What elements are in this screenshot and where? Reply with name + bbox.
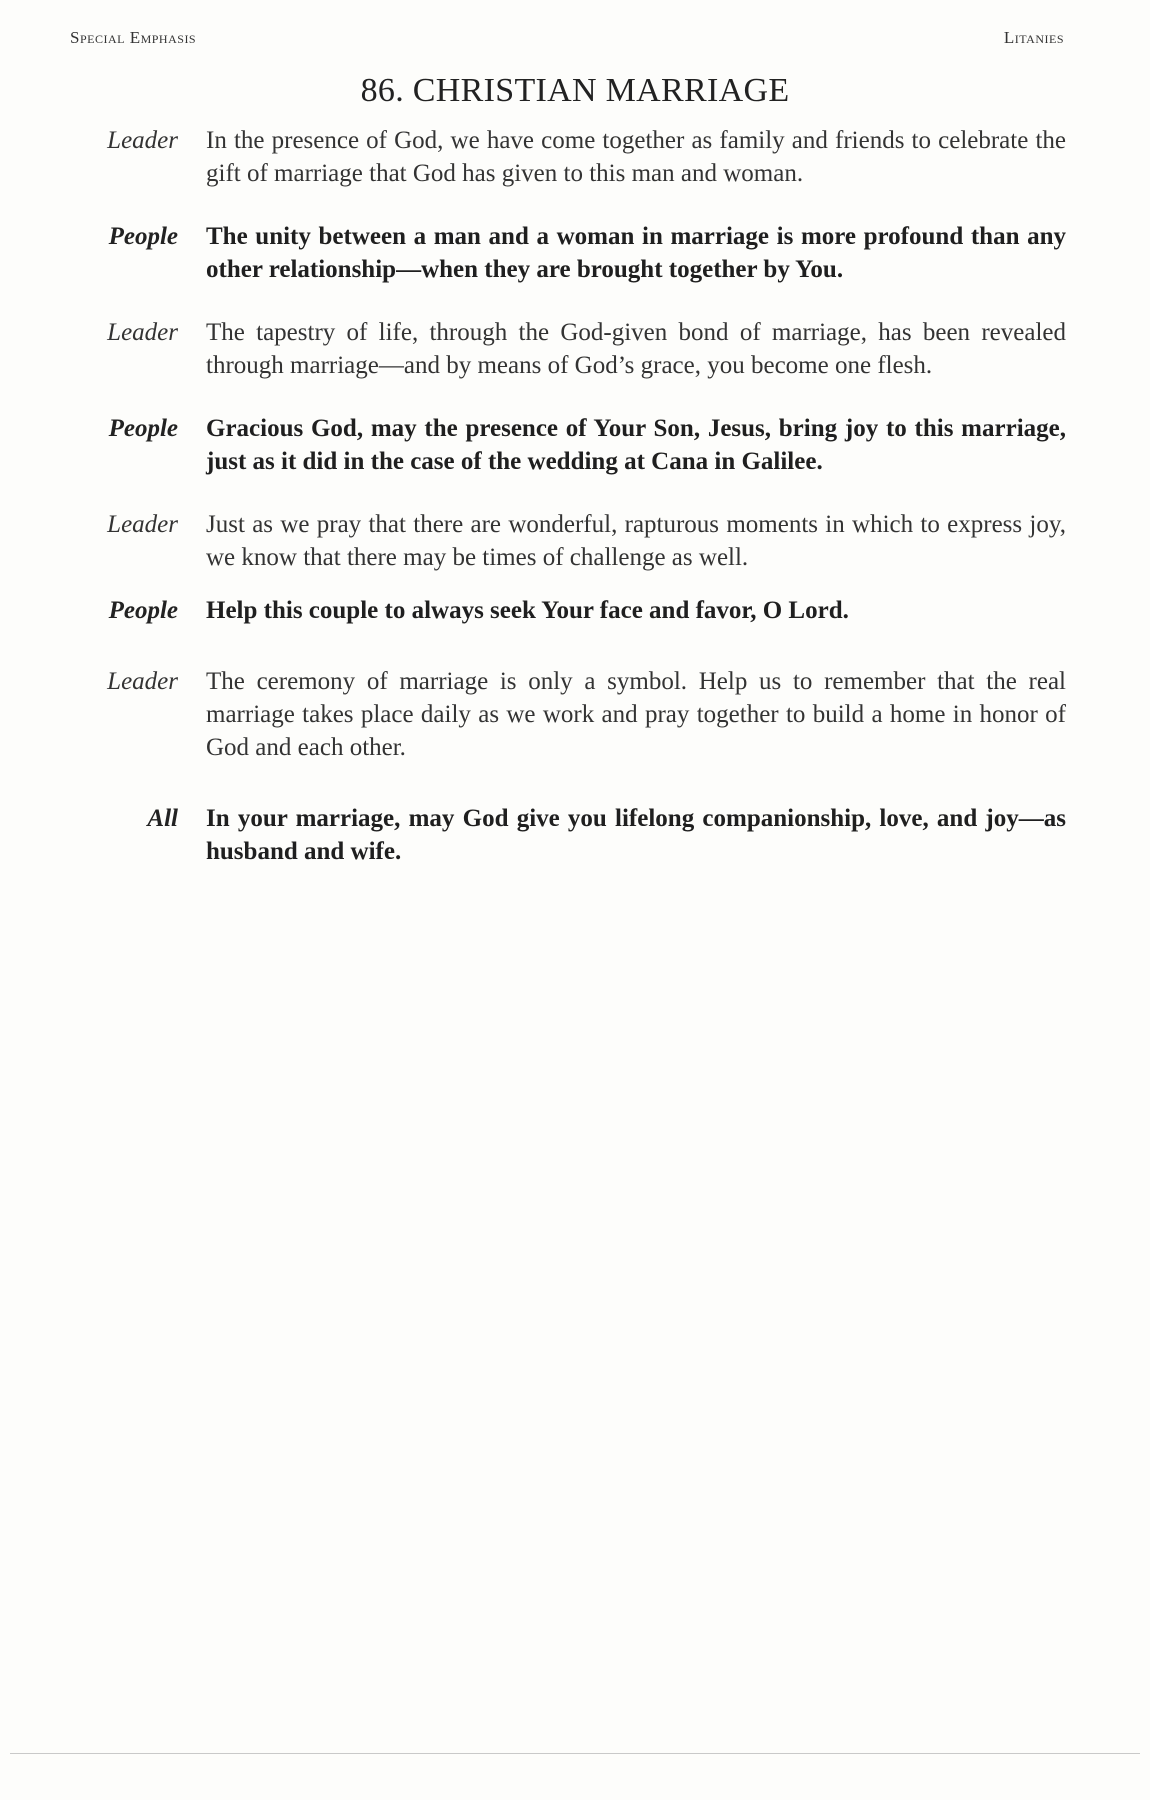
- speaker-label: People: [108, 223, 178, 250]
- speaker-label: Leader: [107, 511, 178, 538]
- speaker-label: Leader: [107, 319, 178, 346]
- response-text: In the presence of God, we have come together as family and friends to celebrate the gift of marriage that God has given to this man and woman.: [206, 127, 1066, 187]
- speaker-label: People: [108, 597, 178, 624]
- litany-line-6: [70, 594, 1066, 627]
- response-text: The ceremony of marriage is only a symbol. Help us to remember that the real marriage takes place daily as we work and pray together to build a home in honor of God and each other.: [206, 668, 1066, 761]
- litany-line-2: [70, 220, 1066, 286]
- litany-line-5: [70, 508, 1066, 574]
- litany-line-3: [70, 316, 1066, 382]
- litany-line-4: [70, 412, 1066, 478]
- response-text: Just as we pray that there are wonderful, rapturous moments in which to express joy, we know that there may be times of challenge as well.: [206, 511, 1066, 571]
- response-text: The unity between a man and a woman in marriage is more profound than any other relationship—when they are brought together by You.: [206, 223, 1066, 283]
- response-text: In your marriage, may God give you lifelong companionship, love, and joy—as husband and wife.: [206, 805, 1066, 865]
- litany: [70, 124, 1066, 898]
- response-text: Help this couple to always seek Your face and favor, O Lord.: [206, 597, 849, 624]
- page-title: 86. CHRISTIAN MARRIAGE: [360, 72, 790, 109]
- speaker-label: People: [108, 415, 178, 442]
- running-head-section: Special Emphasis: [70, 28, 197, 47]
- response-text: The tapestry of life, through the God-given bond of marriage, has been revealed through marriage—and by means of God’s grace, you become one flesh.: [206, 319, 1066, 379]
- speaker-label: Leader: [107, 127, 178, 154]
- litany-line-8: [70, 802, 1066, 868]
- running-head-chapter: Litanies: [1003, 28, 1064, 47]
- speaker-label: All: [147, 805, 178, 832]
- response-text: Gracious God, may the presence of Your Son, Jesus, bring joy to this marriage, just as it did in the case of the wedding at Cana in Galilee.: [206, 415, 1066, 475]
- litany-line-1: [70, 124, 1066, 190]
- bottom-rule: [10, 1753, 1140, 1754]
- speaker-label: Leader: [107, 668, 178, 695]
- litany-line-7: [70, 665, 1066, 764]
